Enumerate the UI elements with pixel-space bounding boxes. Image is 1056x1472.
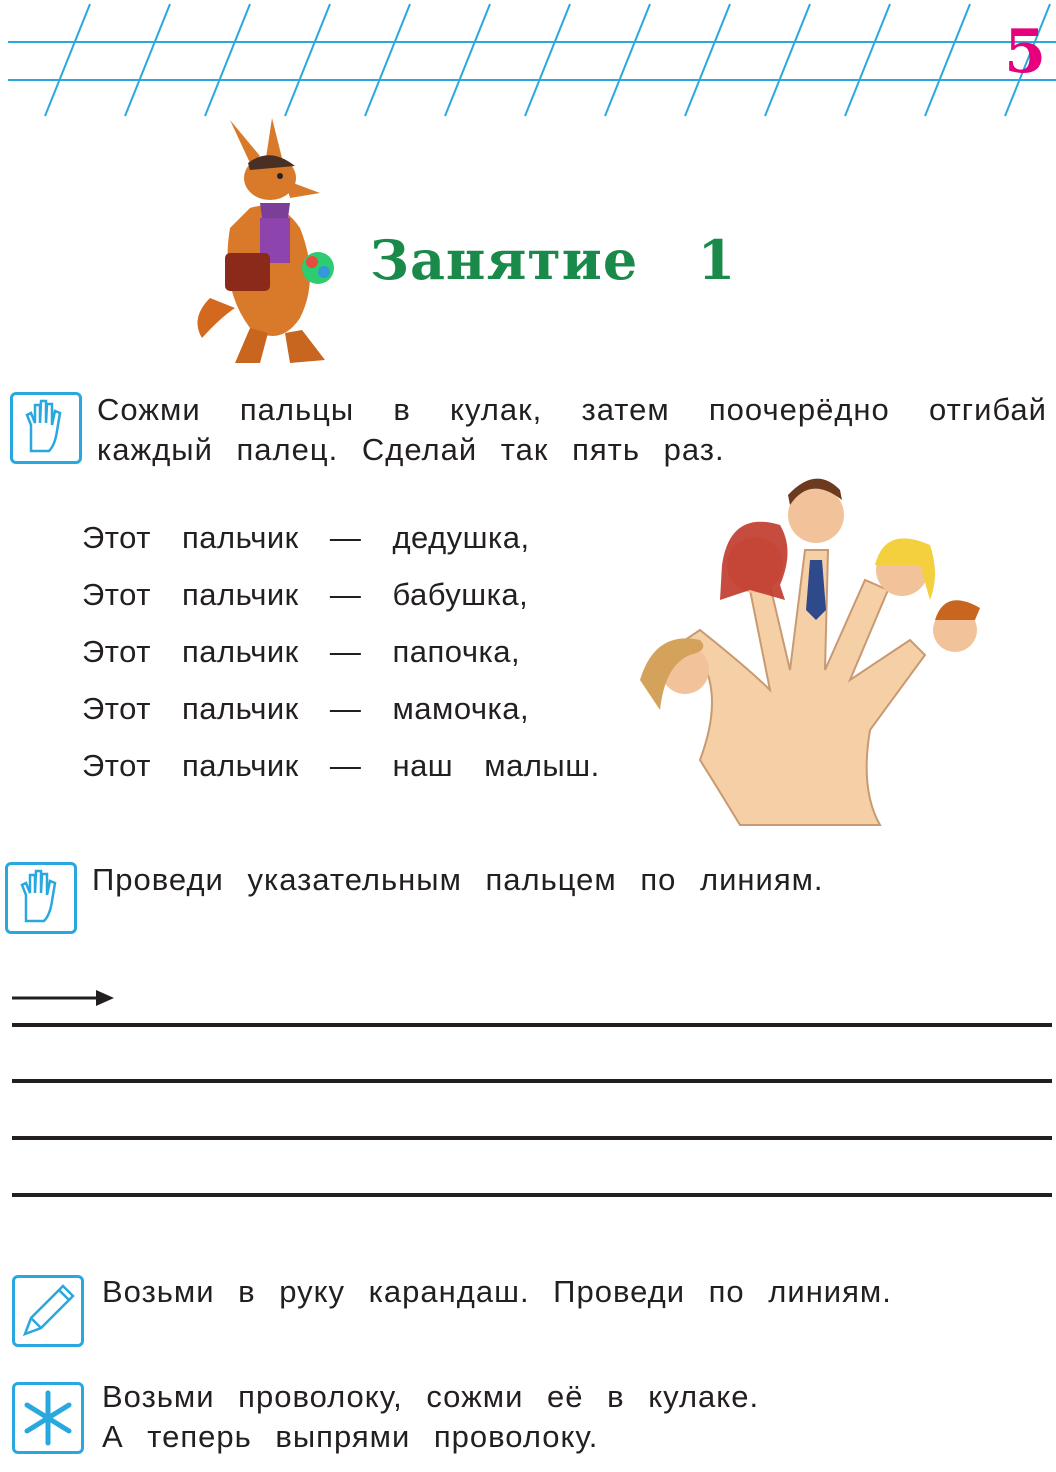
task-2-instruction: Проведи указательным пальцем по линиям. xyxy=(92,862,824,897)
copybook-slant-line xyxy=(525,4,570,116)
tracing-lines[interactable] xyxy=(10,985,1056,1200)
task-1-instruction: Сожми пальцы в кулак, затем поочерёдно отгибай каждый палец. Сделай так пять раз. xyxy=(97,392,1047,467)
rhyme-line: Этот пальчик — дедушка, xyxy=(82,520,530,555)
rhyme-line: Этот пальчик — бабушка, xyxy=(82,577,529,612)
task-4-line-1: Возьми проволоку, сожми её в кулаке. xyxy=(102,1379,760,1414)
hand-icon xyxy=(5,862,77,934)
copybook-slant-line xyxy=(925,4,970,116)
asterisk-icon xyxy=(12,1382,84,1454)
page-number: 5 xyxy=(1004,17,1046,87)
copybook-slant-line xyxy=(365,4,410,116)
copybook-slant-line xyxy=(685,4,730,116)
header-copybook-lines xyxy=(0,0,1056,120)
copybook-slant-line xyxy=(125,4,170,116)
copybook-slant-line xyxy=(445,4,490,116)
copybook-slant-line xyxy=(45,4,90,116)
pencil-icon xyxy=(12,1275,84,1347)
lesson-title: Занятие 1 xyxy=(370,228,737,292)
rhyme-line: Этот пальчик — мамочка, xyxy=(82,691,530,726)
kangaroo-illustration xyxy=(190,118,350,368)
rhyme-line: Этот пальчик — папочка, xyxy=(82,634,521,669)
copybook-slant-line xyxy=(845,4,890,116)
task-4-line-2: А теперь выпрями проволоку. xyxy=(102,1419,599,1454)
copybook-slant-line xyxy=(765,4,810,116)
copybook-slant-line xyxy=(205,4,250,116)
arrow-icon xyxy=(96,990,114,1006)
copybook-slant-line xyxy=(285,4,330,116)
rhyme-line: Этот пальчик — наш малыш. xyxy=(82,748,600,783)
finger-family-illustration xyxy=(630,470,1010,830)
task-4-instruction xyxy=(102,1377,759,1457)
hand-icon xyxy=(10,392,82,464)
copybook-slant-line xyxy=(605,4,650,116)
task-3-instruction: Возьми в руку карандаш. Проведи по линиям. xyxy=(102,1274,892,1309)
